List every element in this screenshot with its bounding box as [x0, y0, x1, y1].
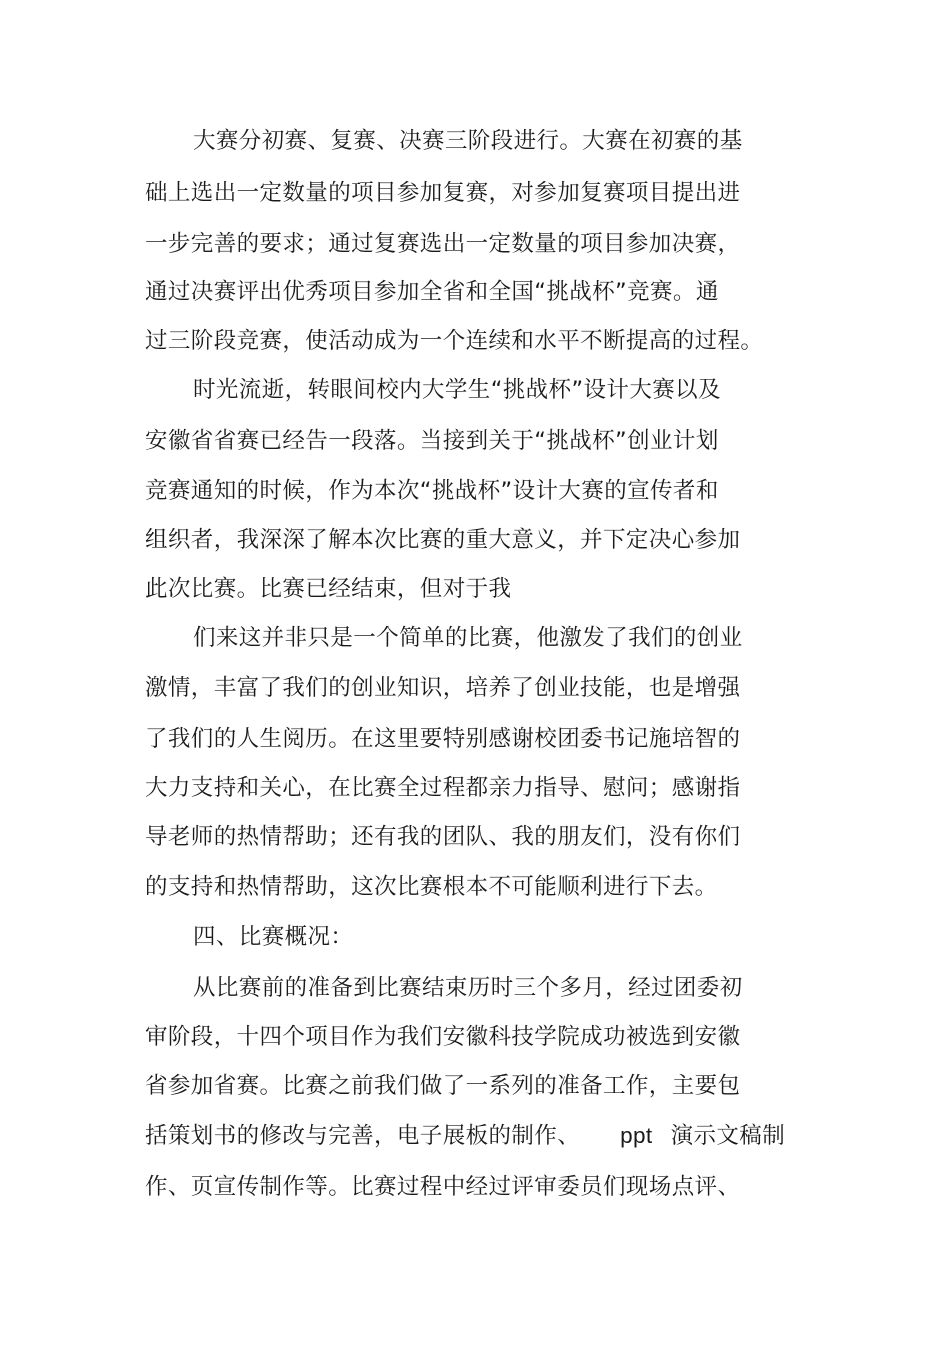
ppt-text: ppt — [620, 1123, 653, 1148]
paragraph-line: 省参加省赛。比赛之前我们做了一系列的准备工作，主要包 — [145, 1073, 741, 1099]
paragraph-line: 过三阶段竞赛，使活动成为一个连续和水平不断提高的过程。 — [145, 328, 764, 354]
paragraph-line: 从比赛前的准备到比赛结束历时三个多月，经过团委初 — [193, 975, 743, 1001]
paragraph-line: 竞赛通知的时候，作为本次“挑战杯”设计大赛的宣传者和 — [145, 478, 719, 504]
section-heading: 四、比赛概况： — [193, 924, 354, 950]
paragraph-line: 时光流逝，转眼间校内大学生“挑战杯”设计大赛以及 — [193, 377, 721, 403]
paragraph-line: 大赛分初赛、复赛、决赛三阶段进行。大赛在初赛的基 — [193, 128, 743, 154]
paragraph-line: 大力支持和关心，在比赛全过程都亲力指导、慰问；感谢指 — [145, 775, 741, 801]
paragraph-line: 一步完善的要求；通过复赛选出一定数量的项目参加决赛， — [145, 231, 741, 257]
paragraph-line: 安徽省省赛已经告一段落。当接到关于“挑战杯”创业计划 — [145, 428, 719, 454]
paragraph-line: 通过决赛评出优秀项目参加全省和全国“挑战杯”竞赛。通 — [145, 279, 719, 305]
paragraph-line: 们来这并非只是一个简单的比赛，他激发了我们的创业 — [193, 625, 743, 651]
paragraph-line: 础上选出一定数量的项目参加复赛，对参加复赛项目提出进 — [145, 180, 741, 206]
line-text: 演示文稿制 — [670, 1123, 786, 1149]
paragraph-line: 审阶段，十四个项目作为我们安徽科技学院成功被选到安徽 — [145, 1024, 741, 1050]
paragraph-line: 作、页宣传制作等。比赛过程中经过评审委员们现场点评、 — [145, 1174, 741, 1200]
paragraph-line: 组织者，我深深了解本次比赛的重大意义，并下定决心参加 — [145, 527, 741, 553]
line-text: 括策划书的修改与完善，电子展板的制作、 — [145, 1123, 581, 1149]
paragraph-line: 此次比赛。比赛已经结束，但对于我 — [145, 576, 512, 602]
paragraph-line: 导老师的热情帮助；还有我的团队、我的朋友们，没有你们 — [145, 824, 741, 850]
paragraph-line — [145, 1121, 785, 1151]
paragraph-line: 激情，丰富了我们的创业知识，培养了创业技能，也是增强 — [145, 675, 741, 701]
paragraph-line: 了我们的人生阅历。在这里要特别感谢校团委书记施培智的 — [145, 726, 741, 752]
paragraph-line: 的支持和热情帮助，这次比赛根本不可能顺利进行下去。 — [145, 874, 718, 900]
